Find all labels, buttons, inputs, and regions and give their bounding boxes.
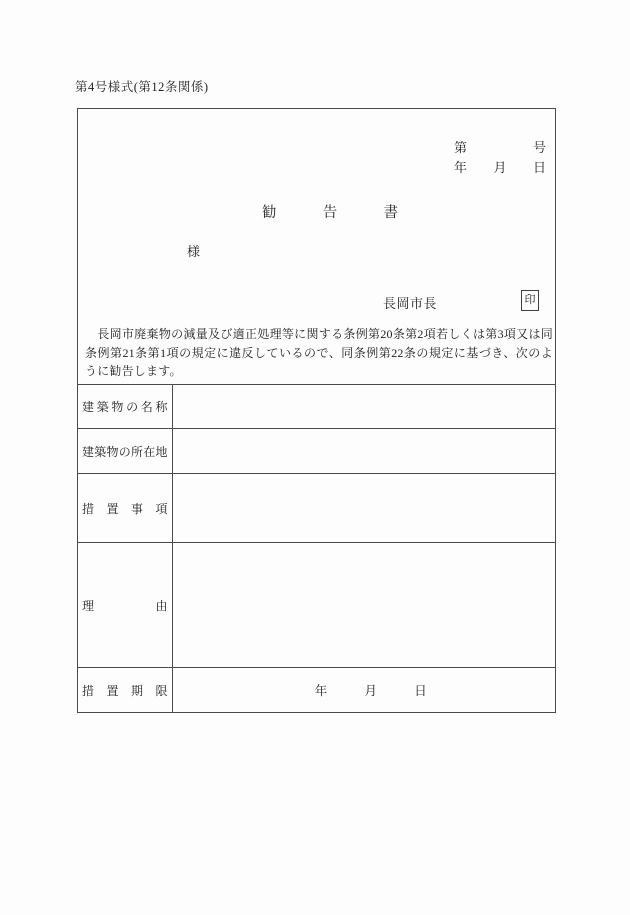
table-row-building-location bbox=[78, 429, 555, 474]
row-label-measures: 措置事項 bbox=[82, 501, 168, 516]
row-value-measures bbox=[172, 474, 555, 543]
row-label-deadline: 措置期限 bbox=[82, 683, 168, 698]
form-border-box bbox=[77, 108, 556, 713]
document-date-line: 年 月 日 bbox=[454, 160, 546, 175]
row-value-deadline-date: 年 月 日 bbox=[314, 684, 427, 699]
row-label-building-location: 建築物の所在地 bbox=[82, 444, 168, 459]
table-row-building-name bbox=[78, 385, 555, 429]
table-row-deadline bbox=[78, 668, 555, 713]
row-label-building-name: 建築物の名称 bbox=[82, 400, 168, 414]
row-value-building-location bbox=[172, 429, 555, 474]
body-paragraph: 長岡市廃棄物の減量及び適正処理等に関する条例第20条第2項若しくは第3項又は同条例第21条第1項の規定に違反しているので、同条例第22条の規定に基づき、次のように勧告します。 bbox=[85, 327, 553, 378]
table-row-measures bbox=[78, 474, 555, 543]
table-row-reason bbox=[78, 543, 555, 668]
document-title: 勧告書 bbox=[262, 205, 398, 221]
row-label-reason: 理由 bbox=[82, 598, 168, 613]
form-fields-table bbox=[78, 384, 555, 713]
addressee-honorific: 様 bbox=[187, 244, 201, 259]
issuer-name: 長岡市長 bbox=[383, 296, 438, 311]
form-id-label: 第4号様式(第12条関係) bbox=[75, 80, 209, 94]
document-number-line: 第 号 bbox=[454, 140, 546, 155]
row-value-building-name bbox=[172, 385, 555, 429]
seal-placeholder: 印 bbox=[521, 290, 539, 311]
row-value-reason bbox=[172, 543, 555, 668]
